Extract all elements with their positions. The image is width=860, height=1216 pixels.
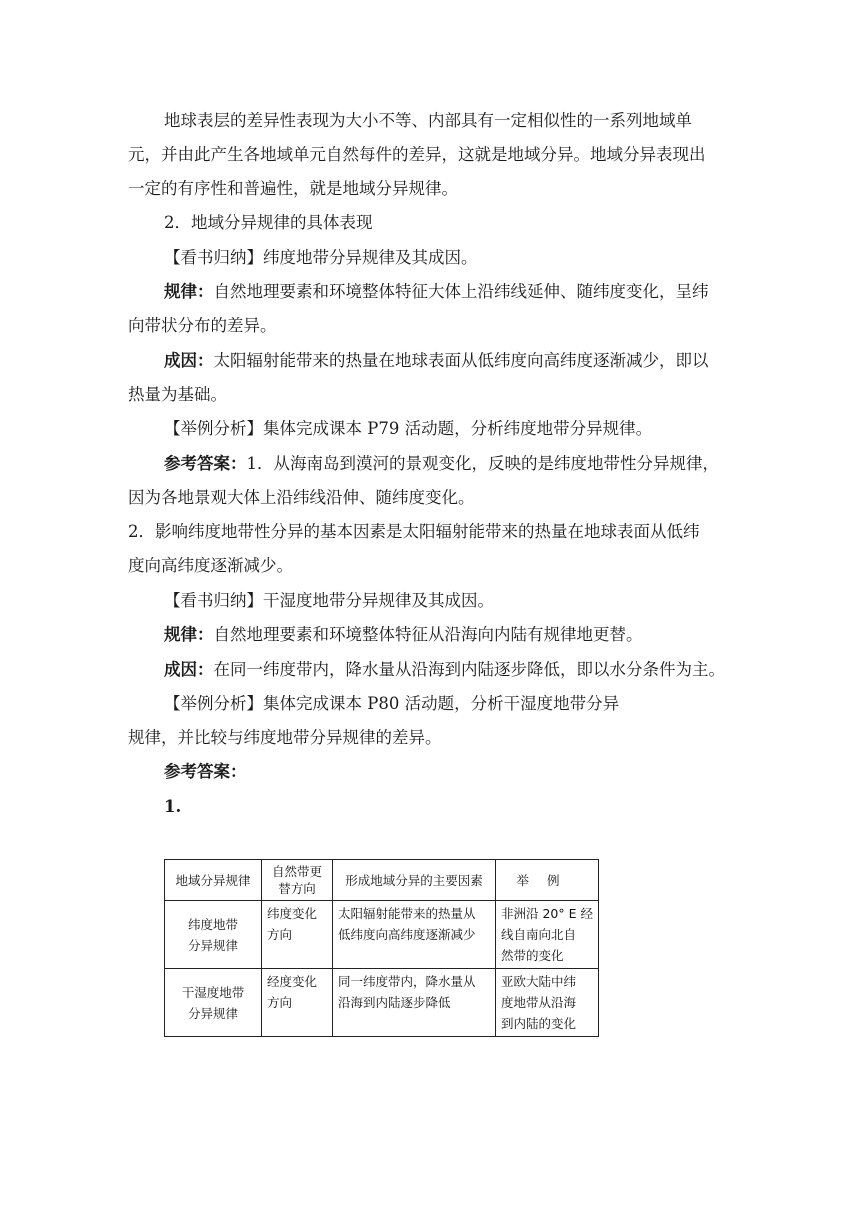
table-cell	[496, 969, 599, 1037]
paragraph-line: 热量为基础。	[128, 385, 227, 404]
cell-text: 地域分异规律	[175, 872, 251, 888]
paragraph-line	[164, 452, 719, 476]
cell-text: 纬度变化 方向	[267, 906, 318, 942]
table-header-row	[165, 860, 599, 901]
cell-text: 干湿度地带 分异规律	[181, 984, 245, 1021]
bold-label: 规律：	[164, 625, 214, 644]
table-cell	[165, 969, 262, 1037]
cell-text: 自然带更 替方向	[271, 864, 322, 896]
bold-label: 成因：	[164, 351, 214, 370]
paragraph-line: 度向高纬度逐渐减少。	[128, 556, 293, 575]
paragraph-line	[164, 795, 181, 819]
table-cell	[165, 901, 262, 969]
paragraph-line: 【举例分析】集体完成课本 P80 活动题，分析干湿度地带分异	[164, 694, 620, 713]
paragraph-line: 一定的有序性和普遍性，就是地域分异规律。	[128, 179, 458, 198]
table-header-cell	[333, 860, 496, 901]
paragraph-text: 太阳辐射能带来的热量在地球表面从低纬度向高纬度逐渐减少，即以	[213, 351, 709, 370]
paragraph-line	[164, 280, 709, 304]
section-heading: 2．地域分异规律的具体表现	[164, 213, 373, 232]
cell-text: 纬度地带 分异规律	[187, 916, 238, 953]
paragraph-line: 元，并由此产生各地域单元自然每件的差异，这就是地域分异。地域分异表现出	[128, 145, 706, 164]
table-header-cell	[262, 860, 333, 901]
paragraph-line	[164, 623, 643, 647]
paragraph-line: 【举例分析】集体完成课本 P79 活动题，分析纬度地带分异规律。	[164, 419, 653, 438]
table-cell	[333, 969, 496, 1037]
cell-text: 形成地域分异的主要因素	[345, 872, 483, 888]
paragraph-line: 【看书归纳】纬度地带分异规律及其成因。	[164, 248, 478, 267]
paragraph-line: 向带状分布的差异。	[128, 316, 277, 335]
cell-text: 举例	[516, 872, 578, 888]
paragraph-text: 自然地理要素和环境整体特征大体上沿纬线延伸、随纬度变化，呈纬	[213, 282, 709, 301]
cell-text: 经度变化 方向	[267, 974, 318, 1010]
cell-text: 太阳辐射能带来的热量从 低纬度向高纬度逐渐减少	[338, 906, 476, 942]
cell-text: 亚欧大陆中纬 度地带从沿海 到内陆的变化	[501, 974, 577, 1031]
paragraph-line	[164, 760, 247, 784]
table-header-cell	[496, 860, 599, 901]
paragraph-text: 在同一纬度带内，降水量从沿海到内陆逐步降低，即以水分条件为主。	[213, 660, 725, 679]
table-row	[165, 901, 599, 969]
comparison-table	[164, 859, 599, 1037]
paragraph-line: 因为各地景观大体上沿纬线沿伸、随纬度变化。	[128, 488, 475, 507]
bold-label: 成因：	[164, 660, 214, 679]
table-row	[165, 969, 599, 1037]
cell-text: 非洲沿 20° E 经 线自南向北自 然带的变化	[501, 906, 593, 963]
paragraph-line	[164, 658, 725, 682]
paragraph-line: 规律，并比较与纬度地带分异规律的差异。	[128, 728, 442, 747]
paragraph-line: 【看书归纳】干湿度地带分异规律及其成因。	[164, 591, 494, 610]
paragraph-line: 地球表层的差异性表现为大小不等、内部具有一定相似性的一系列地域单	[164, 111, 692, 130]
table-cell	[262, 969, 333, 1037]
bold-label: 规律：	[164, 282, 214, 301]
cell-text: 同一纬度带内，降水量从 沿海到内陆逐步降低	[338, 974, 476, 1010]
bold-label: 参考答案：	[164, 762, 247, 781]
bold-label: 1.	[164, 797, 182, 816]
table-cell	[262, 901, 333, 969]
table	[164, 859, 599, 1037]
paragraph-line: 2．影响纬度地带性分异的基本因素是太阳辐射能带来的热量在地球表面从低纬	[128, 522, 700, 541]
bold-label: 参考答案：	[164, 454, 247, 473]
paragraph-text: 自然地理要素和环境整体特征从沿海向内陆有规律地更替。	[213, 625, 643, 644]
table-cell	[333, 901, 496, 969]
paragraph-text: 1．从海南岛到漠河的景观变化，反映的是纬度地带性分异规律，	[246, 454, 719, 473]
table-cell	[496, 901, 599, 969]
paragraph-line	[164, 349, 709, 373]
table-header-cell	[165, 860, 262, 901]
